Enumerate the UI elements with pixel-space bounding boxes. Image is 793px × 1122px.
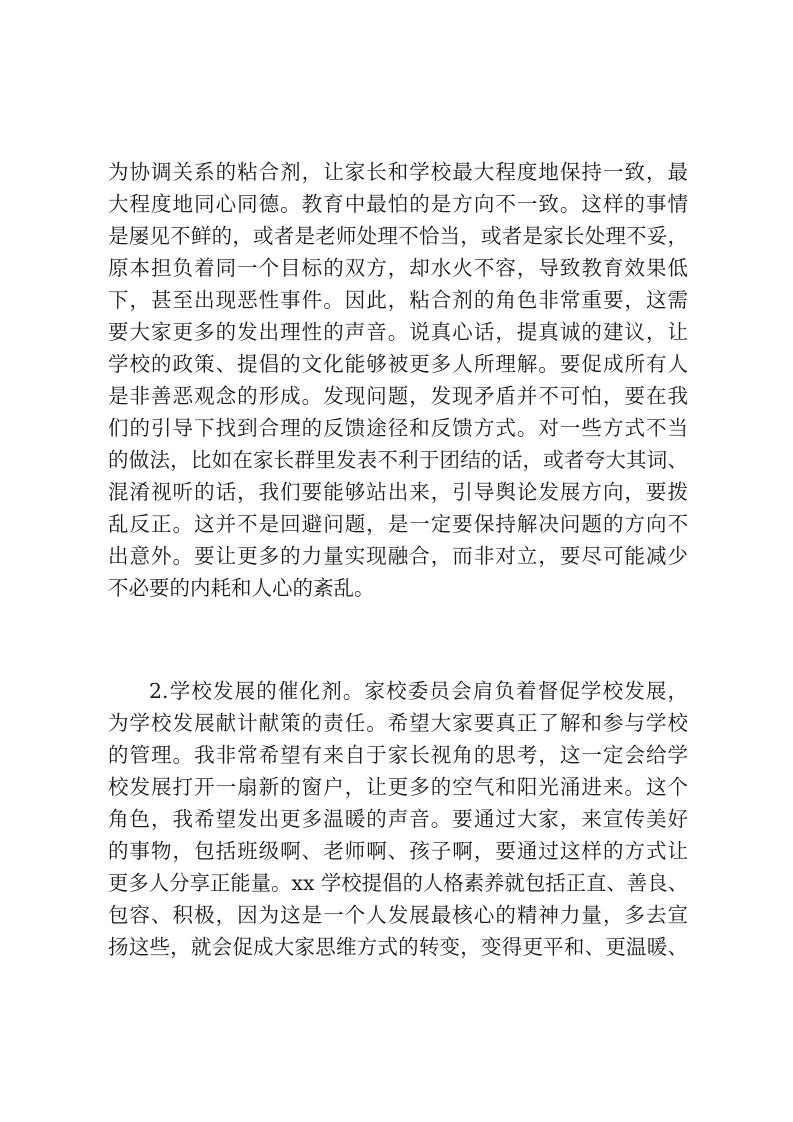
paragraph-heading-line: 2.学校发展的催化剂。家校委员会肩负着督促学校发展， xyxy=(149,679,688,703)
paragraph-binder-role xyxy=(108,156,688,604)
text-line: 出意外。要让更多的力量实现融合，而非对立，要尽可能减少 xyxy=(108,544,688,568)
text-line: 下，甚至出现恶性事件。因此，粘合剂的角色非常重要，这需 xyxy=(108,288,688,312)
text-line: 的管理。我非常希望有来自于家长视角的思考，这一定会给学 xyxy=(108,743,688,767)
text-line: 要大家更多的发出理性的声音。说真心话，提真诚的建议，让 xyxy=(108,320,688,344)
text-line: 的做法，比如在家长群里发表不利于团结的话，或者夸大其词、 xyxy=(108,448,688,472)
paragraph-catalyst-role xyxy=(108,675,688,963)
text-line: 角色，我希望发出更多温暖的声音。要通过大家，来宣传美好 xyxy=(108,807,688,831)
text-line: 为协调关系的粘合剂，让家长和学校最大程度地保持一致，最 xyxy=(108,160,688,184)
text-line: 的事物，包括班级啊、老师啊、孩子啊，要通过这样的方式让 xyxy=(108,839,688,863)
text-line: 为学校发展献计献策的责任。希望大家要真正了解和参与学校 xyxy=(108,711,688,735)
text-line: 原本担负着同一个目标的双方，却水火不容，导致教育效果低 xyxy=(108,256,688,280)
text-line: 混淆视听的话，我们要能够站出来，引导舆论发展方向，要拨 xyxy=(108,480,688,504)
text-line: 们的引导下找到合理的反馈途径和反馈方式。对一些方式不当 xyxy=(108,416,688,440)
text-line: 不必要的内耗和人心的紊乱。 xyxy=(108,576,375,600)
text-line: 乱反正。这并不是回避问题，是一定要保持解决问题的方向不 xyxy=(108,512,688,536)
text-line: 更多人分享正能量。xx 学校提倡的人格素养就包括正直、善良、 xyxy=(108,871,688,895)
text-line: 是非善恶观念的形成。发现问题，发现矛盾并不可怕，要在我 xyxy=(108,384,688,408)
text-line: 包容、积极，因为这是一个人发展最核心的精神力量，多去宣 xyxy=(108,903,688,927)
text-line: 是屡见不鲜的，或者是老师处理不恰当，或者是家长处理不妥， xyxy=(108,224,688,248)
text-line: 大程度地同心同德。教育中最怕的是方向不一致。这样的事情 xyxy=(108,192,688,216)
text-line: 扬这些，就会促成大家思维方式的转变，变得更平和、更温暖、 xyxy=(108,935,688,959)
text-line: 学校的政策、提倡的文化能够被更多人所理解。要促成所有人 xyxy=(108,352,688,376)
text-line: 校发展打开一扇新的窗户，让更多的空气和阳光涌进来。这个 xyxy=(108,775,688,799)
